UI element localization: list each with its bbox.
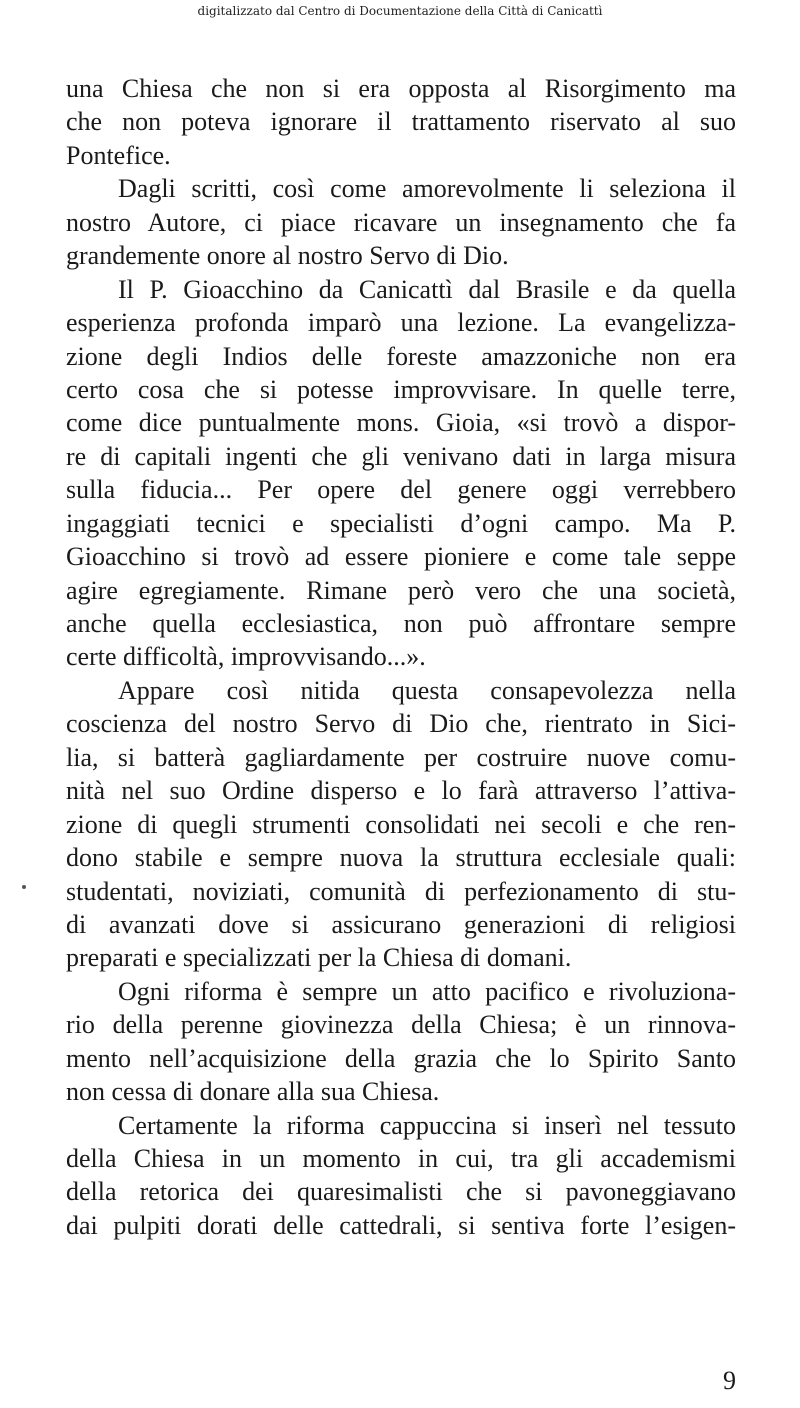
text-line: Il P. Gioacchino da Canicattì dal Brasile e da quella xyxy=(118,274,736,304)
text-line: mento nell’acquisizione della grazia che lo Spirito Santo xyxy=(66,1043,736,1073)
text-line: Certamente la riforma cappuccina si inserì nel tessuto xyxy=(118,1110,736,1140)
text-line: lia, si batterà gagliardamente per costruire nuove comu- xyxy=(66,742,736,772)
text-line: ingaggiati tecnici e specialisti d’ogni campo. Ma P. xyxy=(66,508,736,538)
digitization-watermark: digitalizzato dal Centro di Documentazione della Città di Canicattì xyxy=(197,4,603,18)
text-line: zione di quegli strumenti consolidati nei secoli e che ren- xyxy=(66,809,736,839)
text-line: una Chiesa che non si era opposta al Risorgimento ma xyxy=(66,74,736,103)
text-line: agire egregiamente. Rimane però vero che una società, xyxy=(66,575,736,605)
text-line: non cessa di donare alla sua Chiesa. xyxy=(66,1077,440,1107)
text-line: zione degli Indios delle foreste amazzoniche non era xyxy=(66,341,736,371)
text-line: dai pulpiti dorati delle cattedrali, si sentiva forte l’esigen- xyxy=(66,1210,736,1240)
text-line: sulla fiducia... Per opere del genere oggi verrebbero xyxy=(66,475,736,505)
text-line: di avanzati dove si assicurano generazioni di religiosi xyxy=(66,909,736,939)
text-line: anche quella ecclesiastica, non può affrontare sempre xyxy=(66,609,736,638)
text-line: preparati e specializzati per la Chiesa di domani. xyxy=(66,943,572,973)
text-line: rio della perenne giovinezza della Chiesa; è un rinnova- xyxy=(66,1010,736,1040)
text-line: Gioacchino si trovò ad essere pioniere e come tale seppe xyxy=(66,542,736,572)
text-line: dono stabile e sempre nuova la struttura ecclesiale quali: xyxy=(66,843,736,873)
text-line: re di capitali ingenti che gli venivano dati in larga misura xyxy=(66,441,736,471)
text-line: Pontefice. xyxy=(66,140,171,170)
page-number: 9 xyxy=(723,1366,736,1395)
text-line: nostro Autore, ci piace ricavare un insegnamento che fa xyxy=(66,207,736,237)
text-line: Dagli scritti, così come amorevolmente li seleziona il xyxy=(118,174,736,204)
text-line: grandemente onore al nostro Servo di Dio. xyxy=(66,241,509,271)
text-line: esperienza profonda imparò una lezione. La evangelizza- xyxy=(66,308,736,338)
text-line: Appare così nitida questa consapevolezza nella xyxy=(118,675,736,705)
text-line: della retorica dei quaresimalisti che si pavoneggiavano xyxy=(66,1177,736,1207)
text-line: certo cosa che si potesse improvvisare. In quelle terre, xyxy=(66,374,736,404)
text-line: come dice puntualmente mons. Gioia, «si trovò a dispor- xyxy=(66,408,736,438)
text-line: che non poteva ignorare il trattamento riservato al suo xyxy=(66,107,736,137)
scan-speck xyxy=(22,885,26,889)
text-line: nità nel suo Ordine disperso e lo farà attraverso l’attiva- xyxy=(66,776,736,806)
text-line: certe difficoltà, improvvisando...». xyxy=(66,642,426,672)
text-line: Ogni riforma è sempre un atto pacifico e rivoluziona- xyxy=(118,976,736,1006)
text-line: coscienza del nostro Servo di Dio che, rientrato in Sici- xyxy=(66,709,736,739)
text-line: studentati, noviziati, comunità di perfezionamento di stu- xyxy=(66,876,736,906)
body-text xyxy=(66,72,736,1242)
text-line: della Chiesa in un momento in cui, tra gli accademismi xyxy=(66,1144,736,1173)
